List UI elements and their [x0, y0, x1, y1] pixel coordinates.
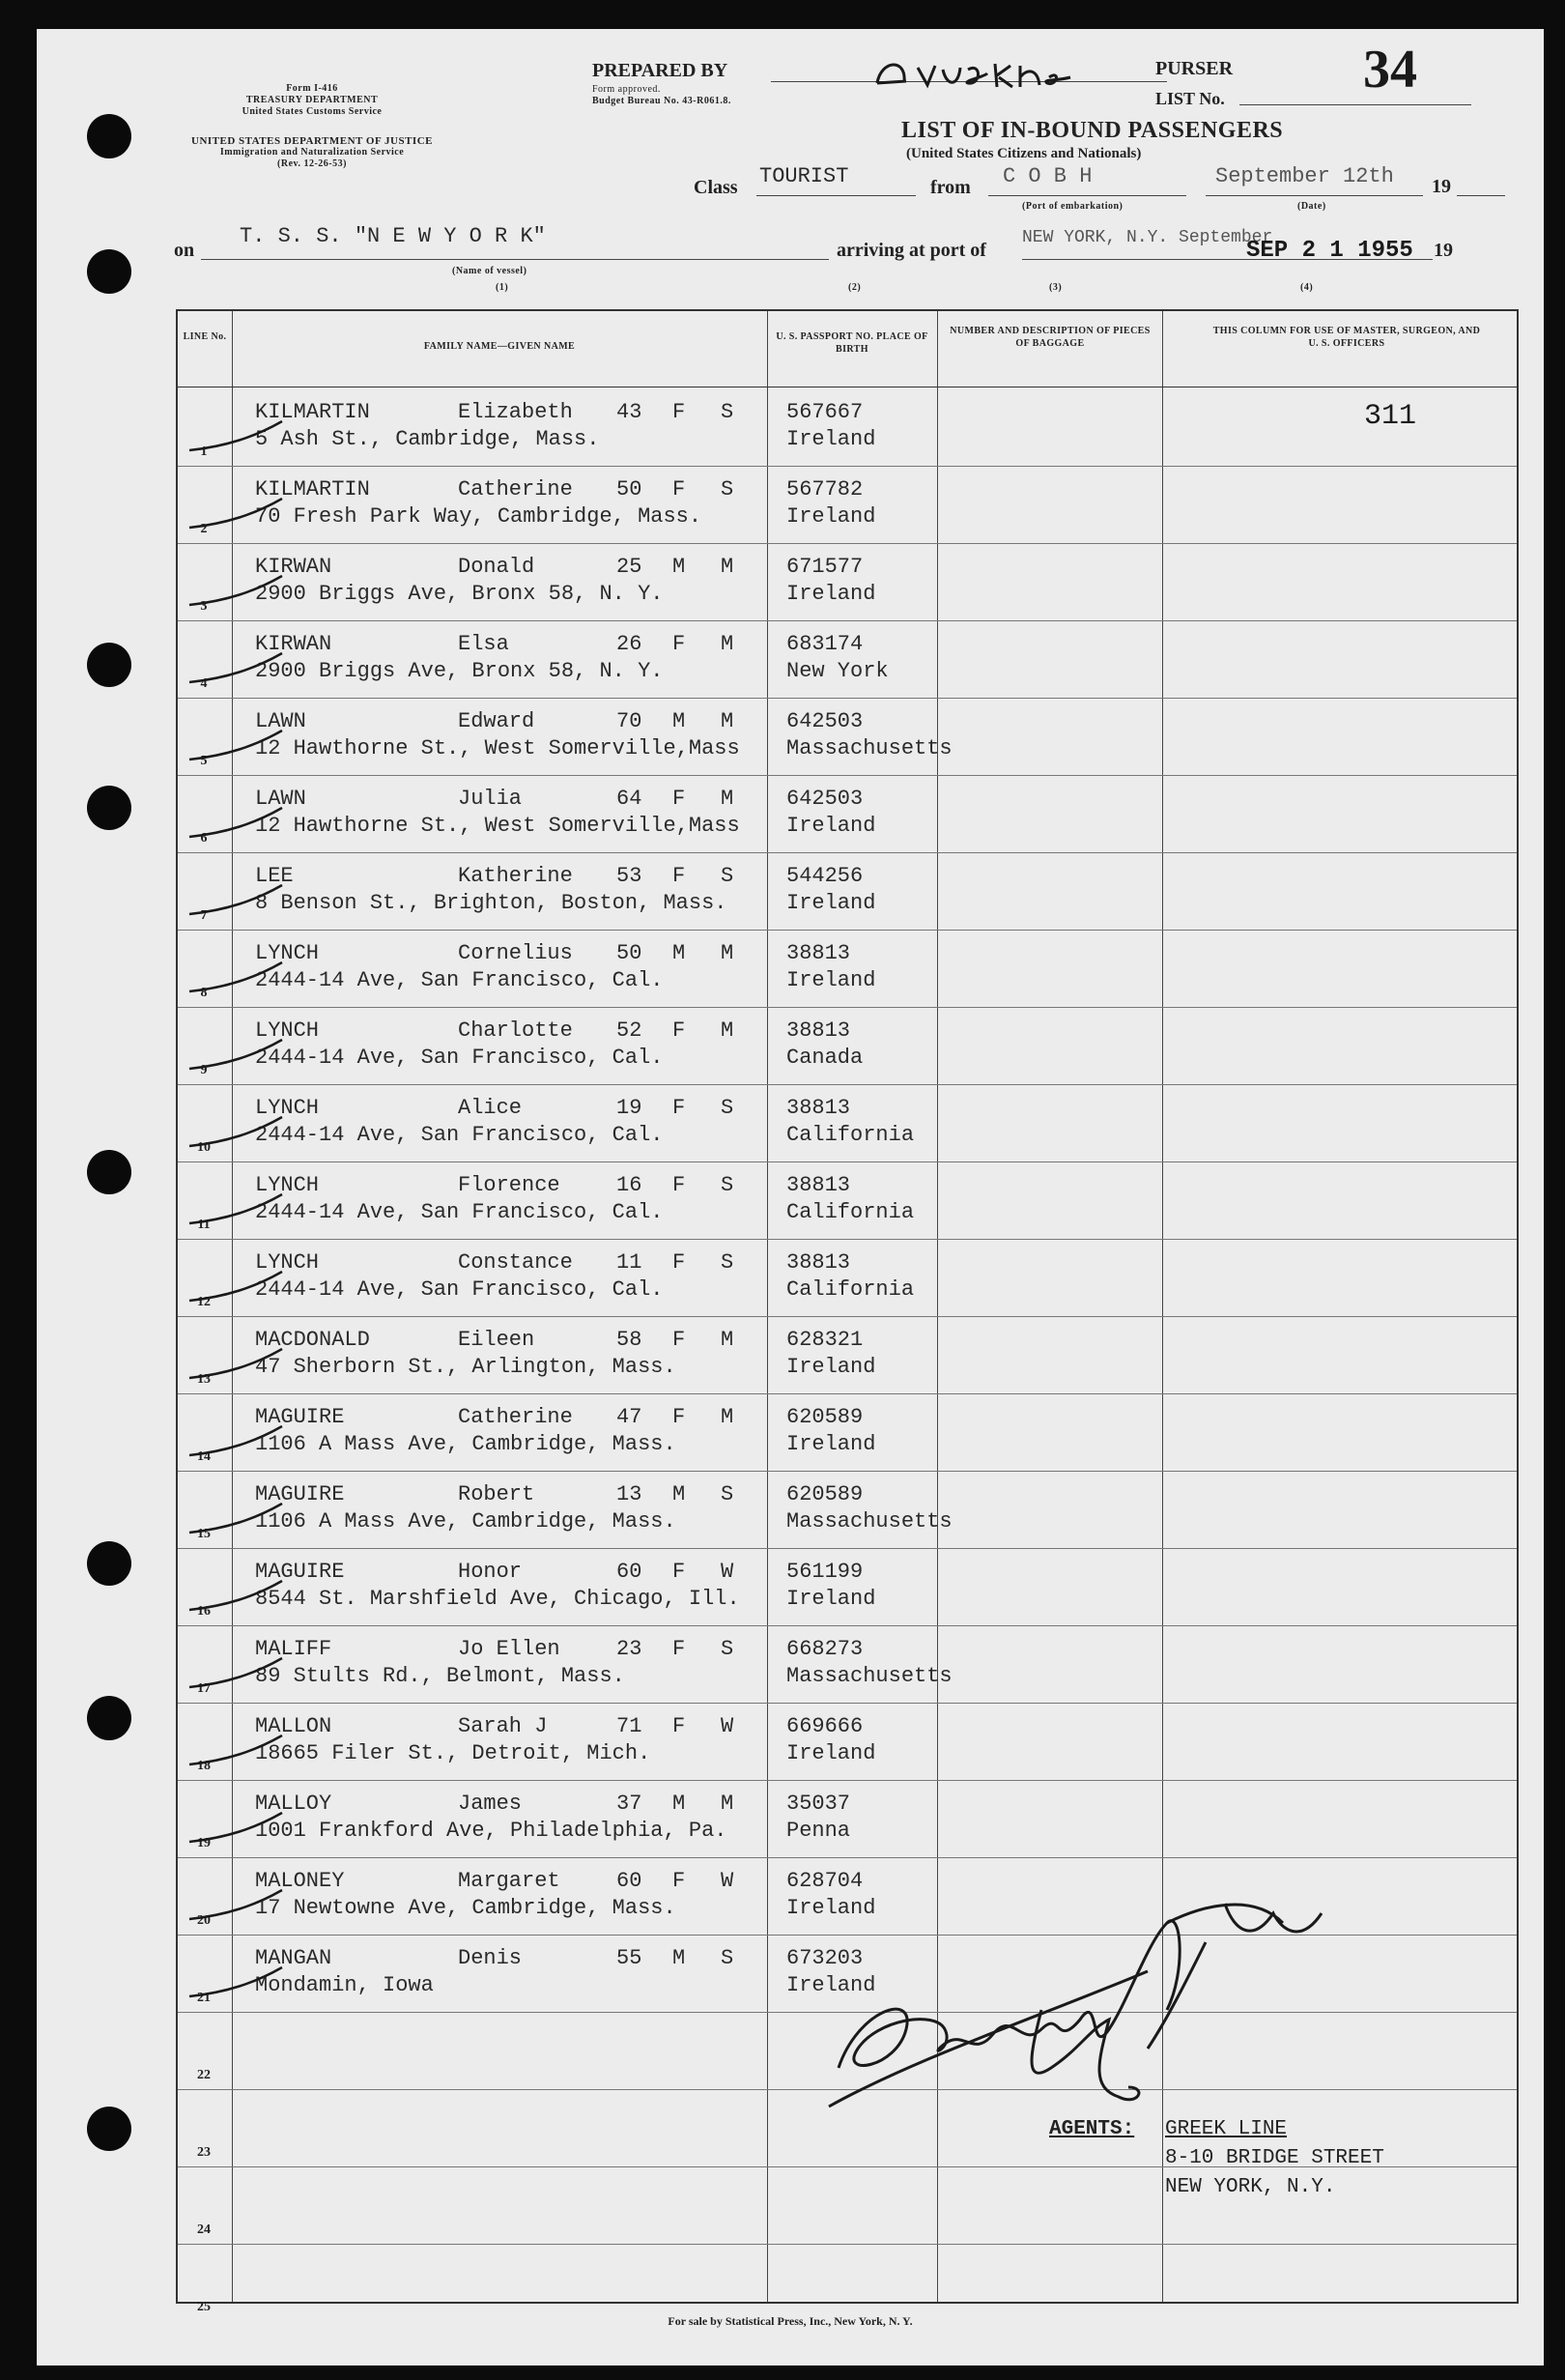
- approved-line-1: Form approved.: [592, 84, 661, 95]
- marital-status: M: [721, 1018, 734, 1043]
- list-no-label: LIST No.: [1155, 89, 1225, 108]
- officer-signature: [800, 1865, 1370, 2194]
- age: 53: [616, 864, 642, 888]
- sex: M: [672, 709, 686, 733]
- sex: F: [672, 1018, 686, 1043]
- place-of-birth: Ireland: [786, 1432, 876, 1456]
- marital-status: M: [721, 1792, 734, 1816]
- line-number: 6: [200, 831, 208, 846]
- given-name: Eileen: [458, 1328, 535, 1352]
- passport-number: 671577: [786, 555, 864, 579]
- family-name: LYNCH: [255, 941, 320, 965]
- line-number: 14: [197, 1449, 211, 1464]
- passport-number: 668273: [786, 1637, 864, 1661]
- family-name: LAWN: [255, 787, 306, 811]
- check-mark: [187, 1654, 284, 1693]
- justice-dept: UNITED STATES DEPARTMENT OF JUSTICE: [191, 135, 433, 147]
- address: 18665 Filer St., Detroit, Mich.: [255, 1741, 651, 1765]
- given-name: Edward: [458, 709, 535, 733]
- address: 8544 St. Marshfield Ave, Chicago, Ill.: [255, 1587, 740, 1611]
- table-row: [178, 1393, 1517, 1471]
- date-value: September 12th: [1215, 164, 1394, 188]
- age: 60: [616, 1869, 642, 1893]
- sex: F: [672, 1637, 686, 1661]
- agents-line-2: 8-10 BRIDGE STREET: [1165, 2147, 1384, 2169]
- marital-status: W: [721, 1869, 734, 1893]
- marital-status: S: [721, 1946, 734, 1970]
- line-number: 21: [197, 1991, 211, 2005]
- address: 70 Fresh Park Way, Cambridge, Mass.: [255, 504, 702, 529]
- age: 37: [616, 1792, 642, 1816]
- marital-status: M: [721, 1328, 734, 1352]
- age: 16: [616, 1173, 642, 1197]
- line-number: 18: [197, 1759, 211, 1773]
- sex: F: [672, 1173, 686, 1197]
- check-mark: [187, 1500, 284, 1538]
- punch-hole: [87, 1541, 131, 1586]
- check-mark: [187, 417, 284, 456]
- place-of-birth: Massachusetts: [786, 1509, 953, 1534]
- address: 2444-14 Ave, San Francisco, Cal.: [255, 1200, 664, 1224]
- approved-note: [592, 84, 731, 107]
- age: 19: [616, 1096, 642, 1120]
- place-of-birth: California: [786, 1200, 915, 1224]
- arrival-date-stamp: SEP 2 1 1955: [1246, 238, 1413, 264]
- line-number: 23: [197, 2145, 211, 2160]
- line-number: 1: [200, 444, 208, 459]
- sex: F: [672, 1096, 686, 1120]
- marital-status: M: [721, 941, 734, 965]
- family-name: LYNCH: [255, 1173, 320, 1197]
- place-of-birth: Ireland: [786, 1741, 876, 1765]
- table-row: [178, 852, 1517, 930]
- passport-number: 673203: [786, 1946, 864, 1970]
- place-of-birth: California: [786, 1123, 915, 1147]
- address: 1001 Frankford Ave, Philadelphia, Pa.: [255, 1819, 727, 1843]
- from-label: from: [930, 177, 971, 198]
- prepared-by-label: PREPARED BY: [592, 60, 728, 81]
- check-mark: [187, 495, 284, 533]
- year-line: [1457, 195, 1505, 196]
- address: 2444-14 Ave, San Francisco, Cal.: [255, 968, 664, 992]
- punch-hole: [87, 114, 131, 158]
- from-line: [988, 195, 1186, 196]
- line-number: 16: [197, 1604, 211, 1619]
- place-of-birth: Ireland: [786, 1896, 876, 1920]
- vessel-line: [201, 259, 829, 260]
- marital-status: M: [721, 787, 734, 811]
- family-name: MAGUIRE: [255, 1405, 345, 1429]
- marital-status: W: [721, 1714, 734, 1738]
- age: 70: [616, 709, 642, 733]
- age: 58: [616, 1328, 642, 1352]
- footer-printer: For sale by Statistical Press, Inc., New York, N. Y.: [668, 2314, 913, 2328]
- class-label: Class: [694, 177, 738, 198]
- sex: M: [672, 941, 686, 965]
- page-number: 34: [1363, 40, 1417, 100]
- passport-number: 38813: [786, 1096, 851, 1120]
- given-name: Catherine: [458, 477, 573, 502]
- passport-number: 620589: [786, 1405, 864, 1429]
- prepared-by-signature: [868, 48, 1080, 97]
- check-mark: [187, 1886, 284, 1925]
- address: 2444-14 Ave, San Francisco, Cal.: [255, 1123, 664, 1147]
- line-number: 25: [197, 2300, 211, 2314]
- arrival-port: NEW YORK, N.Y. September: [1022, 228, 1273, 247]
- age: 60: [616, 1560, 642, 1584]
- place-of-birth: California: [786, 1277, 915, 1302]
- given-name: Donald: [458, 555, 535, 579]
- check-mark: [187, 1732, 284, 1770]
- col-header-name: FAMILY NAME—GIVEN NAME: [423, 341, 576, 352]
- given-name: Constance: [458, 1250, 573, 1275]
- age: 11: [616, 1250, 642, 1275]
- passport-number: 567667: [786, 400, 864, 424]
- table-row: [178, 1007, 1517, 1084]
- place-of-birth: Ireland: [786, 427, 876, 451]
- family-name: LEE: [255, 864, 294, 888]
- sex: M: [672, 1792, 686, 1816]
- punch-hole: [87, 786, 131, 830]
- sex: F: [672, 1405, 686, 1429]
- punch-hole: [87, 643, 131, 687]
- check-mark: [187, 1036, 284, 1075]
- age: 47: [616, 1405, 642, 1429]
- check-mark: [187, 727, 284, 765]
- col-header-officers: THIS COLUMN FOR USE OF MASTER, SURGEON, AND U. S. OFFICERS: [1212, 326, 1481, 349]
- line-number: 19: [197, 1836, 211, 1850]
- arrival-line: [1022, 259, 1433, 260]
- line-number: 4: [200, 676, 208, 691]
- class-value: TOURIST: [759, 164, 849, 188]
- check-mark: [187, 1190, 284, 1229]
- address: 1106 A Mass Ave, Cambridge, Mass.: [255, 1432, 676, 1456]
- marital-status: S: [721, 477, 734, 502]
- list-title: LIST OF IN-BOUND PASSENGERS: [901, 118, 1284, 143]
- given-name: Julia: [458, 787, 523, 811]
- caption-3: (3): [1049, 282, 1063, 293]
- marital-status: W: [721, 1560, 734, 1584]
- check-mark: [187, 881, 284, 920]
- given-name: Elsa: [458, 632, 509, 656]
- line-number: 11: [197, 1218, 211, 1232]
- age: 13: [616, 1482, 642, 1506]
- place-of-birth: Ireland: [786, 1973, 876, 1997]
- given-name: Elizabeth: [458, 400, 573, 424]
- place-of-birth: Canada: [786, 1046, 864, 1070]
- date-caption: (Date): [1297, 201, 1326, 212]
- family-name: KIRWAN: [255, 632, 332, 656]
- place-of-birth: Penna: [786, 1819, 851, 1843]
- table-row: [178, 1161, 1517, 1239]
- given-name: Denis: [458, 1946, 523, 1970]
- passport-number: 38813: [786, 1250, 851, 1275]
- col-header-baggage: NUMBER AND DESCRIPTION OF PIECES OF BAGGAGE: [950, 326, 1151, 349]
- passport-number: 669666: [786, 1714, 864, 1738]
- line-number: 13: [197, 1372, 211, 1387]
- given-name: Robert: [458, 1482, 535, 1506]
- age: 64: [616, 787, 642, 811]
- agents-label: AGENTS:: [1049, 2118, 1135, 2140]
- place-of-birth: Ireland: [786, 504, 876, 529]
- place-of-birth: New York: [786, 659, 889, 683]
- age: 25: [616, 555, 642, 579]
- place-of-birth: Ireland: [786, 1355, 876, 1379]
- line-number: 20: [197, 1913, 211, 1928]
- table-row: [178, 1471, 1517, 1548]
- sex: M: [672, 1946, 686, 1970]
- line-number: 5: [200, 754, 208, 768]
- address: 12 Hawthorne St., West Somerville,Mass: [255, 814, 740, 838]
- table-row: [178, 620, 1517, 698]
- family-name: MALONEY: [255, 1869, 345, 1893]
- date-line: [1206, 195, 1423, 196]
- given-name: Florence: [458, 1173, 560, 1197]
- table-row: [178, 1703, 1517, 1780]
- table-row: [178, 775, 1517, 852]
- col-header-line-no: LINE No.: [183, 331, 227, 342]
- table-row: [178, 466, 1517, 543]
- on-label: on: [174, 240, 195, 261]
- family-name: LYNCH: [255, 1096, 320, 1120]
- family-name: MAGUIRE: [255, 1482, 345, 1506]
- address: 5 Ash St., Cambridge, Mass.: [255, 427, 600, 451]
- passport-number: 561199: [786, 1560, 864, 1584]
- port-embarkation-caption: (Port of embarkation): [1022, 201, 1124, 212]
- line-number: 12: [197, 1295, 211, 1309]
- sex: M: [672, 555, 686, 579]
- family-name: MAGUIRE: [255, 1560, 345, 1584]
- marital-status: S: [721, 400, 734, 424]
- revision: (Rev. 12-26-53): [277, 158, 347, 169]
- caption-4: (4): [1300, 282, 1314, 293]
- sex: F: [672, 400, 686, 424]
- family-name: MANGAN: [255, 1946, 332, 1970]
- address: 17 Newtowne Ave, Cambridge, Mass.: [255, 1896, 676, 1920]
- given-name: Jo Ellen: [458, 1637, 560, 1661]
- passport-number: 642503: [786, 787, 864, 811]
- sex: F: [672, 1869, 686, 1893]
- age: 50: [616, 941, 642, 965]
- year-prefix: 19: [1432, 176, 1451, 197]
- marital-status: S: [721, 1637, 734, 1661]
- passport-number: 544256: [786, 864, 864, 888]
- given-name: Charlotte: [458, 1018, 573, 1043]
- line-number: 3: [200, 599, 208, 614]
- from-value: C O B H: [1003, 164, 1093, 188]
- table-row: [178, 1316, 1517, 1393]
- vessel-name: T. S. S. "N E W Y O R K": [240, 224, 546, 248]
- line-number: 17: [197, 1681, 211, 1696]
- punch-hole: [87, 1150, 131, 1194]
- sex: F: [672, 477, 686, 502]
- marital-status: S: [721, 1250, 734, 1275]
- check-mark: [187, 1422, 284, 1461]
- ins-service: Immigration and Naturalization Service: [219, 147, 405, 158]
- passport-number: 567782: [786, 477, 864, 502]
- age: 52: [616, 1018, 642, 1043]
- table-row: [178, 1548, 1517, 1625]
- table-row: [178, 543, 1517, 620]
- marital-status: M: [721, 1405, 734, 1429]
- family-name: KILMARTIN: [255, 400, 370, 424]
- marital-status: M: [721, 632, 734, 656]
- place-of-birth: Ireland: [786, 1587, 876, 1611]
- age: 23: [616, 1637, 642, 1661]
- place-of-birth: Ireland: [786, 582, 876, 606]
- address: 89 Stults Rd., Belmont, Mass.: [255, 1664, 625, 1688]
- table-row: [178, 698, 1517, 775]
- given-name: Cornelius: [458, 941, 573, 965]
- address: 47 Sherborn St., Arlington, Mass.: [255, 1355, 676, 1379]
- table-row: [178, 2244, 1517, 2321]
- given-name: Honor: [458, 1560, 523, 1584]
- passport-number: 38813: [786, 1173, 851, 1197]
- line-number: 7: [200, 908, 208, 923]
- place-of-birth: Ireland: [786, 891, 876, 915]
- place-of-birth: Massachusetts: [786, 736, 953, 760]
- address: 2444-14 Ave, San Francisco, Cal.: [255, 1277, 664, 1302]
- table-row: [178, 1084, 1517, 1161]
- passport-number: 620589: [786, 1482, 864, 1506]
- age: 43: [616, 400, 642, 424]
- sex: M: [672, 1482, 686, 1506]
- family-name: KILMARTIN: [255, 477, 370, 502]
- age: 55: [616, 1946, 642, 1970]
- address: 2900 Briggs Ave, Bronx 58, N. Y.: [255, 582, 664, 606]
- family-name: LAWN: [255, 709, 306, 733]
- marital-status: S: [721, 1482, 734, 1506]
- check-mark: [187, 804, 284, 843]
- treasury-dept: TREASURY DEPARTMENT: [245, 95, 379, 105]
- justice-identifiers: [172, 135, 452, 170]
- family-name: MALIFF: [255, 1637, 332, 1661]
- passport-number: 683174: [786, 632, 864, 656]
- passport-number: 38813: [786, 1018, 851, 1043]
- agents-line-1: GREEK LINE: [1165, 2118, 1288, 2140]
- sex: F: [672, 1714, 686, 1738]
- marital-status: M: [721, 555, 734, 579]
- passport-number: 628321: [786, 1328, 864, 1352]
- given-name: Sarah J: [458, 1714, 548, 1738]
- passenger-list-document: [37, 29, 1544, 2366]
- line-number: 24: [197, 2222, 211, 2237]
- passport-number: 35037: [786, 1792, 851, 1816]
- caption-2: (2): [848, 282, 862, 293]
- family-name: LYNCH: [255, 1018, 320, 1043]
- family-name: MACDONALD: [255, 1328, 370, 1352]
- age: 26: [616, 632, 642, 656]
- passport-number: 628704: [786, 1869, 864, 1893]
- given-name: Katherine: [458, 864, 573, 888]
- table-row: [178, 1625, 1517, 1703]
- form-identifiers: [201, 83, 423, 118]
- approved-line-2: Budget Bureau No. 43-R061.8.: [592, 96, 731, 106]
- age: 71: [616, 1714, 642, 1738]
- arriving-label: arriving at port of: [837, 240, 986, 261]
- given-name: Catherine: [458, 1405, 573, 1429]
- punch-hole: [87, 249, 131, 294]
- address: 2444-14 Ave, San Francisco, Cal.: [255, 1046, 664, 1070]
- line-number: 2: [200, 522, 208, 536]
- given-name: Alice: [458, 1096, 523, 1120]
- check-mark: [187, 649, 284, 688]
- caption-1: (1): [496, 282, 509, 293]
- line-number: 22: [197, 2068, 211, 2082]
- family-name: MALLON: [255, 1714, 332, 1738]
- table-row: [178, 930, 1517, 1007]
- line-number: 10: [197, 1140, 211, 1155]
- line-number: 15: [197, 1527, 211, 1541]
- purser-label: PURSER: [1155, 58, 1234, 79]
- check-mark: [187, 1809, 284, 1848]
- sex: F: [672, 632, 686, 656]
- passport-number: 642503: [786, 709, 864, 733]
- address: Mondamin, Iowa: [255, 1973, 434, 1997]
- table-row: [178, 1780, 1517, 1857]
- punch-hole: [87, 1696, 131, 1740]
- check-mark: [187, 1577, 284, 1616]
- punch-hole: [87, 2107, 131, 2151]
- customs-service: United States Customs Service: [242, 106, 383, 117]
- address: 12 Hawthorne St., West Somerville,Mass: [255, 736, 740, 760]
- check-mark: [187, 959, 284, 997]
- place-of-birth: Ireland: [786, 968, 876, 992]
- form-number: Form I-416: [286, 83, 338, 94]
- sex: F: [672, 787, 686, 811]
- marital-status: S: [721, 864, 734, 888]
- marital-status: S: [721, 1173, 734, 1197]
- agents-line-3: NEW YORK, N.Y.: [1165, 2176, 1336, 2198]
- family-name: MALLOY: [255, 1792, 332, 1816]
- check-mark: [187, 1113, 284, 1152]
- place-of-birth: Massachusetts: [786, 1664, 953, 1688]
- family-name: LYNCH: [255, 1250, 320, 1275]
- address: 2900 Briggs Ave, Bronx 58, N. Y.: [255, 659, 664, 683]
- vessel-caption: (Name of vessel): [452, 266, 527, 276]
- sex: F: [672, 864, 686, 888]
- check-mark: [187, 572, 284, 611]
- given-name: James: [458, 1792, 523, 1816]
- place-of-birth: Ireland: [786, 814, 876, 838]
- address: 1106 A Mass Ave, Cambridge, Mass.: [255, 1509, 676, 1534]
- address: 8 Benson St., Brighton, Boston, Mass.: [255, 891, 727, 915]
- table-row: [178, 1239, 1517, 1316]
- check-mark: [187, 1345, 284, 1384]
- col-header-passport: U. S. PASSPORT NO. PLACE OF BIRTH: [776, 331, 928, 355]
- class-line: [756, 195, 916, 196]
- sex: F: [672, 1250, 686, 1275]
- marital-status: S: [721, 1096, 734, 1120]
- check-mark: [187, 1964, 284, 2002]
- passport-number: 38813: [786, 941, 851, 965]
- family-name: KIRWAN: [255, 555, 332, 579]
- list-subtitle: (United States Citizens and Nationals): [906, 146, 1142, 161]
- table-row: [178, 388, 1517, 466]
- given-name: Margaret: [458, 1869, 560, 1893]
- officer-mark: 311: [1364, 400, 1417, 433]
- line-number: 8: [200, 986, 208, 1000]
- sex: F: [672, 1560, 686, 1584]
- line-number: 9: [200, 1063, 208, 1077]
- marital-status: M: [721, 709, 734, 733]
- sex: F: [672, 1328, 686, 1352]
- year-prefix-2: 19: [1434, 240, 1453, 261]
- list-no-line: [1239, 104, 1471, 105]
- check-mark: [187, 1268, 284, 1306]
- age: 50: [616, 477, 642, 502]
